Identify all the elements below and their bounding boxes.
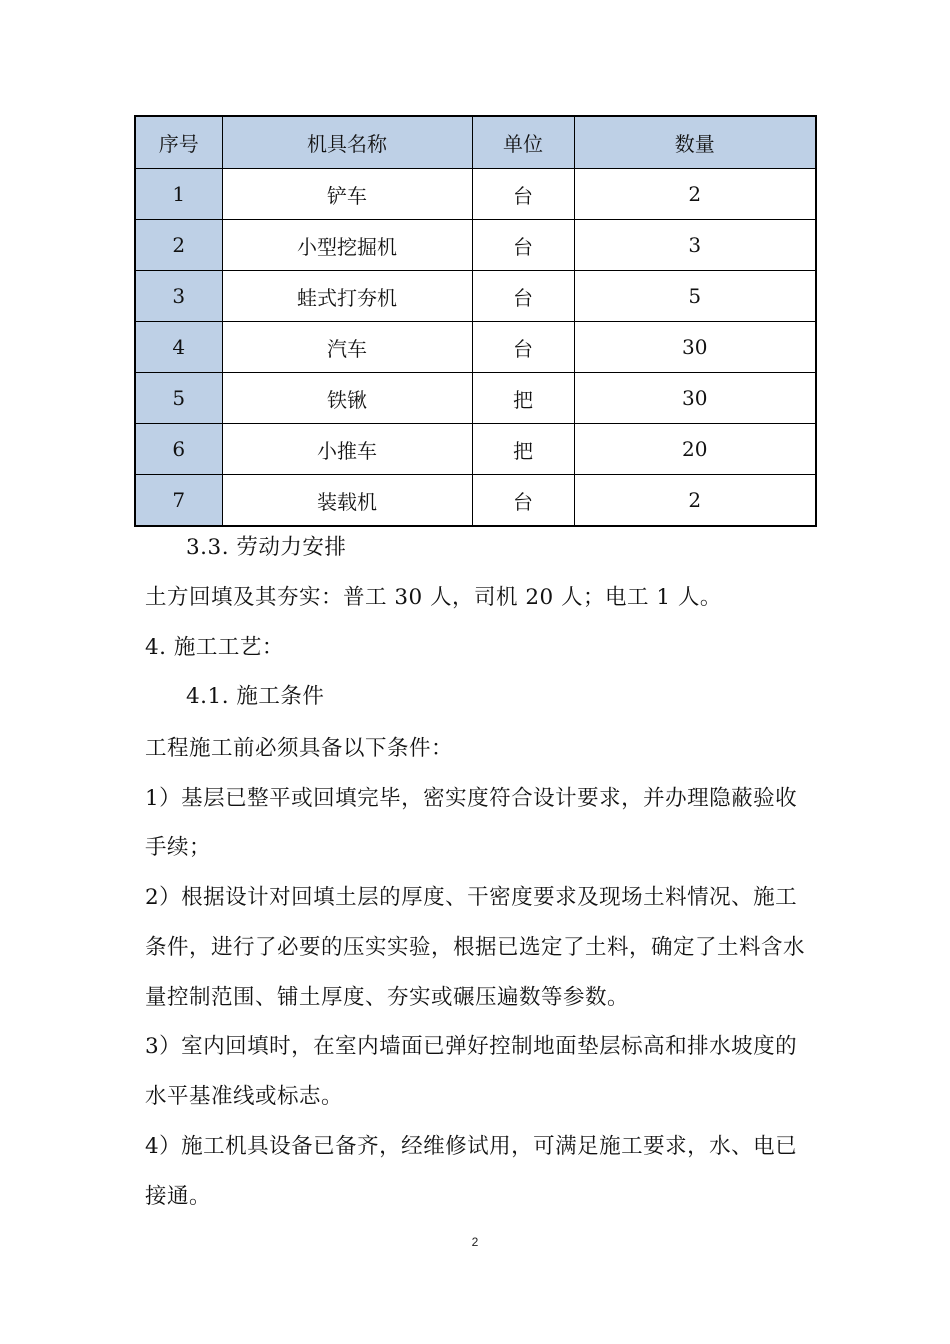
- page-number: 2: [471, 1235, 479, 1249]
- header-unit: 单位: [472, 116, 574, 169]
- cell-unit: 把: [472, 424, 574, 475]
- table-row: [135, 271, 816, 322]
- labor-paragraph: 土方回填及其夯实：普工 30 人，司机 20 人；电工 1 人。: [145, 585, 722, 610]
- table-row: [135, 475, 816, 527]
- condition-4-line-1: 4）施工机具设备已备齐，经维修试用，可满足施工要求，水、电已: [145, 1134, 798, 1159]
- cell-name: 小推车: [222, 424, 472, 475]
- equipment-table: [134, 115, 817, 527]
- section-3-3-heading: 3.3. 劳动力安排: [186, 535, 347, 560]
- cell-name: 装载机: [222, 475, 472, 527]
- conditions-intro: 工程施工前必须具备以下条件：: [145, 736, 454, 761]
- cell-no: 1: [135, 169, 222, 220]
- cell-no: 7: [135, 475, 222, 527]
- table-row: [135, 322, 816, 373]
- condition-2-line-2: 条件，进行了必要的压实实验，根据已选定了土料，确定了土料含水: [145, 935, 806, 960]
- cell-name: 蛙式打夯机: [222, 271, 472, 322]
- table-row: [135, 169, 816, 220]
- condition-3-line-1: 3）室内回填时，在室内墙面已弹好控制地面垫层标高和排水坡度的: [145, 1034, 798, 1059]
- header-no: 序号: [135, 116, 222, 169]
- cell-no: 5: [135, 373, 222, 424]
- table-row: [135, 220, 816, 271]
- cell-unit: 台: [472, 169, 574, 220]
- cell-no: 6: [135, 424, 222, 475]
- condition-2-line-3: 量控制范围、铺土厚度、夯实或碾压遍数等参数。: [145, 985, 630, 1010]
- cell-unit: 台: [472, 271, 574, 322]
- condition-1-line-2: 手续；: [145, 835, 212, 860]
- section-4-1-heading: 4.1. 施工条件: [186, 684, 325, 709]
- cell-qty: 30: [574, 322, 816, 373]
- cell-no: 2: [135, 220, 222, 271]
- section-4-heading: 4. 施工工艺：: [145, 635, 284, 660]
- cell-name: 铲车: [222, 169, 472, 220]
- cell-name: 铁锹: [222, 373, 472, 424]
- cell-qty: 5: [574, 271, 816, 322]
- table-row: [135, 373, 816, 424]
- cell-no: 3: [135, 271, 222, 322]
- cell-unit: 台: [472, 322, 574, 373]
- table-row: [135, 424, 816, 475]
- header-qty: 数量: [574, 116, 816, 169]
- cell-qty: 3: [574, 220, 816, 271]
- cell-qty: 30: [574, 373, 816, 424]
- cell-unit: 把: [472, 373, 574, 424]
- condition-3-line-2: 水平基准线或标志。: [145, 1084, 344, 1109]
- cell-qty: 2: [574, 475, 816, 527]
- cell-name: 小型挖掘机: [222, 220, 472, 271]
- cell-qty: 2: [574, 169, 816, 220]
- table-header-row: [135, 116, 816, 169]
- cell-unit: 台: [472, 475, 574, 527]
- header-name: 机具名称: [222, 116, 472, 169]
- cell-unit: 台: [472, 220, 574, 271]
- condition-2-line-1: 2）根据设计对回填土层的厚度、干密度要求及现场土料情况、施工: [145, 885, 798, 910]
- cell-qty: 20: [574, 424, 816, 475]
- condition-4-line-2: 接通。: [145, 1184, 212, 1209]
- cell-no: 4: [135, 322, 222, 373]
- cell-name: 汽车: [222, 322, 472, 373]
- condition-1-line-1: 1）基层已整平或回填完毕，密实度符合设计要求，并办理隐蔽验收: [145, 786, 798, 811]
